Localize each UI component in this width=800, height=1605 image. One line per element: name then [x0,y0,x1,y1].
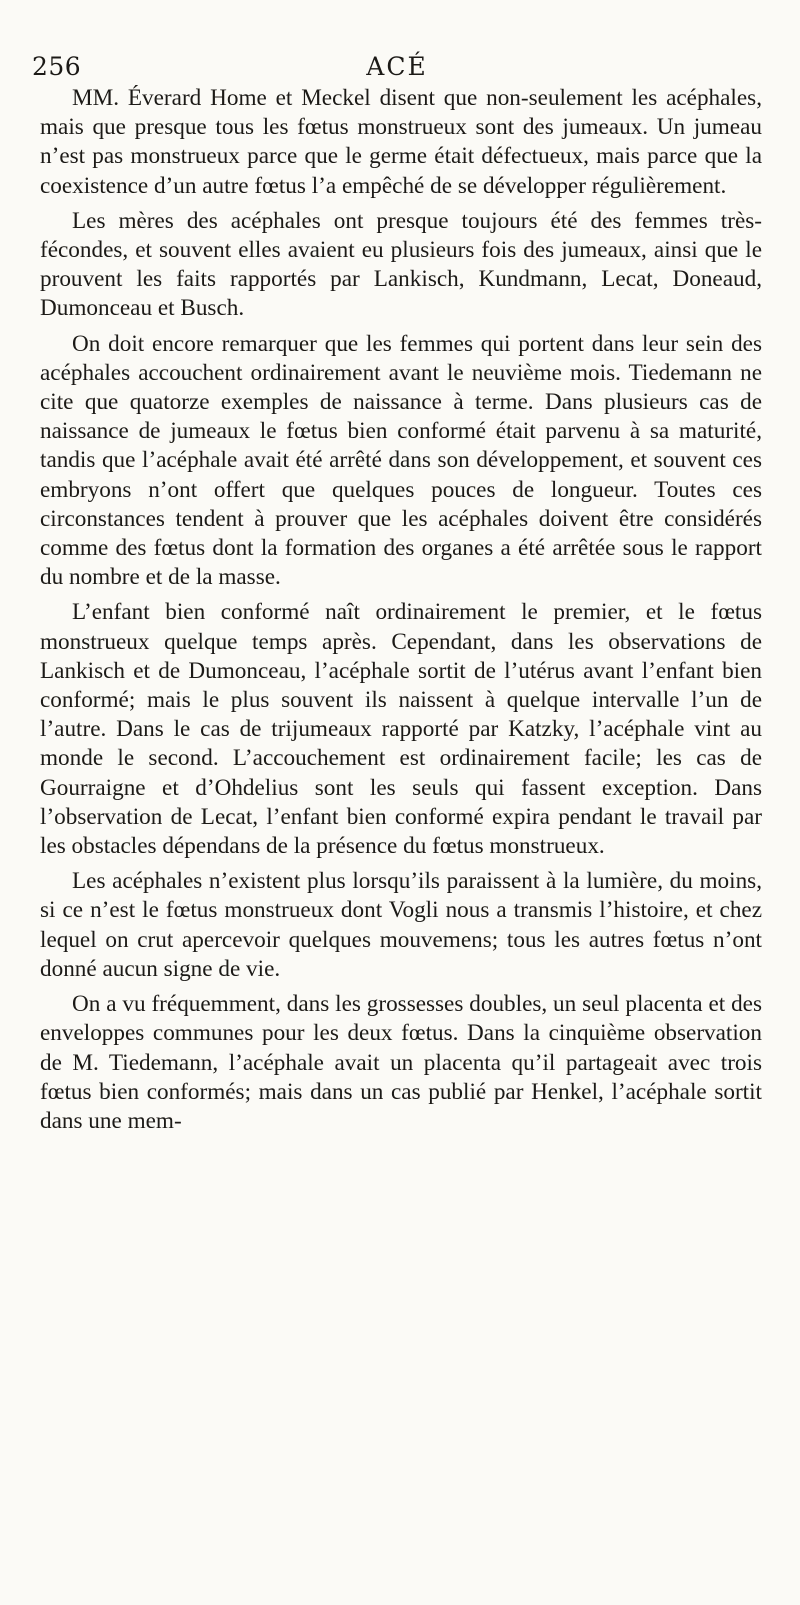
running-head: ACÉ [366,52,428,81]
paragraph-4: L’enfant bien conformé naît ordinairement le premier, et le fœtus monstrueux quelque temps après. Cependant, dans les observations de Lankisch et de Dumonceau, l’acéphale sortit de l’utérus avant l’enfant bien conformé; mais le plus souvent ils naissent à quelque intervalle l’un de l’autre. Dans le cas de trijumeaux rapporté par Katzky, l’acéphale vint au monde le second. L’accouchement est ordinairement facile; les cas de Gourraigne et d’Ohdelius sont les seuls qui fassent exception. Dans l’observation de Lecat, l’enfant bien conformé expira pendant le travail par les obstacles dépendans de la présence du fœtus monstrueux. [40,599,762,860]
paragraph-3: On doit encore remarquer que les femmes qui portent dans leur sein des acéphales accouchent ordinairement avant le neuvième mois. Tiedemann ne cite que quatorze exemples de naissance à terme. Dans plusieurs cas de naissance de jumeaux le fœtus bien conformé était parvenu à sa maturité, tandis que l’acéphale avait été arrêté dans son développement, et souvent ces embryons n’ont offert que quelques pouces de longueur. Toutes ces circonstances tendent à prouver que les acéphales doivent être considérés comme des fœtus dont la formation des organes a été arrêtée sous le rapport du nombre et de la masse. [40,330,762,591]
paragraph-1: MM. Éverard Home et Meckel disent que non-seulement les acéphales, mais que presque tous les fœtus monstrueux sont des jumeaux. Un jumeau n’est pas monstrueux parce que le germe était défectueux, mais parce que la coexistence d’un autre fœtus l’a empêché de se développer régulièrement. [40,85,762,199]
page-header [32,52,762,86]
paragraph-5: Les acéphales n’existent plus lorsqu’ils paraissent à la lumière, du moins, si ce n’est le fœtus monstrueux dont Vogli nous a transmis l’histoire, et chez lequel on crut apercevoir quelques mouvemens; tous les autres fœtus n’ont donné aucun signe de vie. [40,868,762,982]
paragraph-6: On a vu fréquemment, dans les grossesses doubles, un seul placenta et des enveloppes communes pour les deux fœtus. Dans la cinquième observation de M. Tiedemann, l’acéphale avait un placenta qu’il partageait avec trois fœtus bien conformés; mais dans un cas publié par Henkel, l’acéphale sortit dans une mem- [40,991,762,1134]
paragraph-2: Les mères des acéphales ont presque toujours été des femmes très-fécondes, et souvent elles avaient eu plusieurs fois des jumeaux, ainsi que le prouvent les faits rapportés par Lankisch, Kundmann, Lecat, Doneaud, Dumonceau et Busch. [40,207,762,322]
body-text [40,84,762,1136]
page-number: 256 [32,52,82,81]
